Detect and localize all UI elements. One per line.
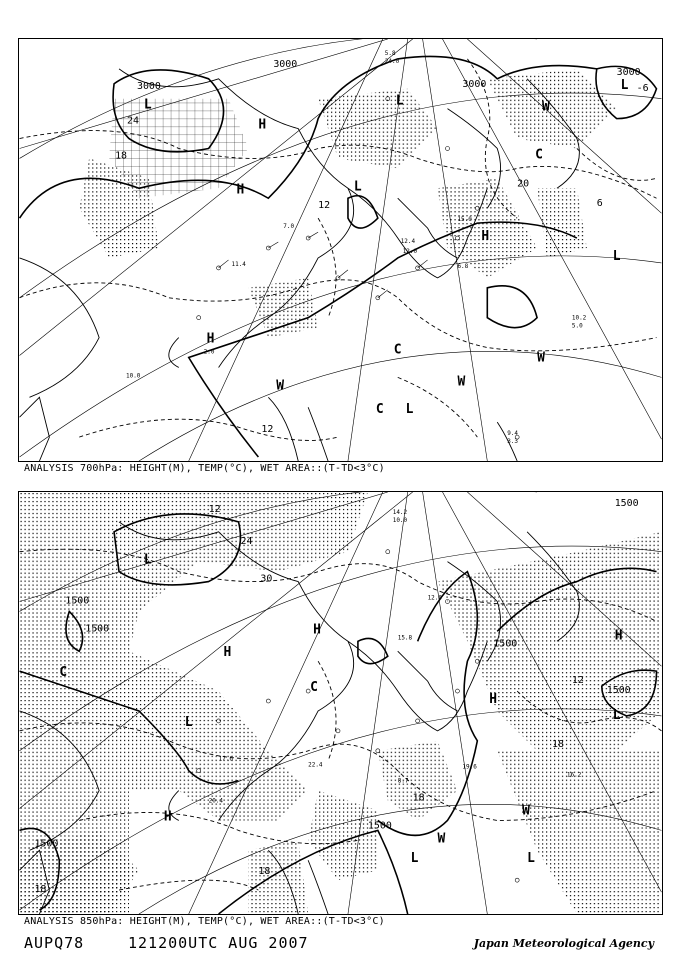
station-value: 3.3 <box>507 438 518 446</box>
pressure-center: L <box>184 714 193 730</box>
pressure-center: H <box>489 692 498 707</box>
caption-700hpa: ANALYSIS 700hPa: HEIGHT(M), TEMP(°C), WET AREA::(T-TD<3°C) <box>24 463 385 474</box>
station-value: 14.2 <box>392 508 408 516</box>
station-value: 12.6 <box>427 594 442 602</box>
map-850hpa <box>19 492 662 914</box>
pressure-center: C <box>310 680 318 696</box>
station-value: 17.6 <box>218 755 233 763</box>
pressure-center: W <box>522 803 530 819</box>
chart-code: AUPQ78 <box>24 934 85 952</box>
pressure-center: L <box>410 851 419 867</box>
station-value: 10.0 <box>126 372 141 380</box>
pressure-center: L <box>143 97 152 113</box>
pressure-center: L <box>612 248 621 264</box>
station-value: 15.8 <box>397 634 413 642</box>
pressure-center: W <box>276 378 285 394</box>
pressure-center: H <box>481 229 490 245</box>
pressure-center: C <box>535 147 543 163</box>
contour-label: 18 <box>412 792 425 804</box>
contour-label: -6 <box>636 82 649 94</box>
pressure-center: W <box>437 831 446 847</box>
station-value: 6.8 <box>457 262 469 270</box>
contour-label: 3000 <box>273 58 298 70</box>
station-value: 10.2 <box>571 314 587 322</box>
contour-label: 30 <box>260 573 273 585</box>
pressure-center: H <box>223 645 232 661</box>
valid-time: 121200UTC AUG 2007 <box>128 934 309 952</box>
map-panel-850hpa <box>18 491 663 915</box>
pressure-center: C <box>393 342 402 358</box>
agency-name: Japan Meteorological Agency <box>473 937 654 950</box>
contour-label: 3000 <box>462 78 487 90</box>
contour-label: 1500 <box>367 820 392 832</box>
contour-label: 18 <box>115 150 128 162</box>
pressure-center: L <box>620 77 629 93</box>
pressure-center: L <box>353 179 362 195</box>
pressure-center: W <box>537 350 545 366</box>
contour-label: 12 <box>571 675 584 687</box>
contour-label: 6 <box>596 198 603 210</box>
pressure-center: H <box>206 331 215 347</box>
station-value: 5.0 <box>571 322 583 330</box>
contour-label: 24 <box>127 115 139 127</box>
station-value: 5.8 <box>384 49 396 57</box>
pressure-center: H <box>313 622 321 638</box>
contour-label: 1500 <box>34 838 59 850</box>
contour-label: 18 <box>551 738 564 750</box>
pressure-center: C <box>375 402 384 418</box>
station-value: 8.7 <box>397 777 409 785</box>
contour-label: 20 <box>517 178 530 190</box>
contour-label: 12 <box>261 424 274 436</box>
pressure-center: H <box>258 117 267 133</box>
pressure-center: C <box>59 665 68 681</box>
pressure-center: H <box>236 182 245 198</box>
contour-label: 24 <box>240 535 253 547</box>
station-value: 15.0 <box>457 216 472 224</box>
station-value: 11.4 <box>231 260 246 268</box>
pressure-center: L <box>143 552 152 568</box>
station-value: 10.0 <box>392 516 408 524</box>
station-value: 9.4 <box>507 430 518 438</box>
map-700hpa <box>19 39 662 461</box>
map-panel-700hpa <box>18 38 663 462</box>
contour-label: 18 <box>34 884 47 896</box>
contour-label: 3000 <box>136 80 161 92</box>
pressure-center: L <box>405 402 414 418</box>
pressure-center: L <box>527 851 535 867</box>
station-value: 20.4 <box>208 797 224 805</box>
station-value: 7.0 <box>283 223 295 231</box>
contour-label: 1500 <box>614 497 639 509</box>
pressure-center: W <box>542 99 550 115</box>
contour-label: 18 <box>258 866 271 878</box>
pressure-center: W <box>457 374 466 390</box>
contour-label: 3000 <box>616 66 641 78</box>
station-value: 19.6 <box>462 763 477 771</box>
contour-label: 12 <box>208 503 221 515</box>
contour-label: 12 <box>318 200 331 212</box>
pressure-center: L <box>612 707 621 723</box>
station-value: 12.4 <box>400 238 416 246</box>
station-value: 24.0 <box>384 57 400 65</box>
pressure-center: H <box>163 809 172 825</box>
contour-label: 1500 <box>65 595 90 607</box>
caption-850hpa: ANALYSIS 850hPa: HEIGHT(M), TEMP(°C), WET AREA::(T-TD<3°C) <box>24 916 385 927</box>
station-value: 16.2 <box>566 771 582 779</box>
contour-label: 1500 <box>493 638 518 650</box>
station-value: 2.0 <box>203 348 215 356</box>
station-value: 12.0 <box>402 247 418 255</box>
station-value: 22.4 <box>308 761 323 769</box>
contour-label: 1500 <box>85 623 110 635</box>
pressure-center: H <box>614 628 623 644</box>
contour-label: 1500 <box>606 685 631 697</box>
pressure-center: L <box>395 93 404 109</box>
